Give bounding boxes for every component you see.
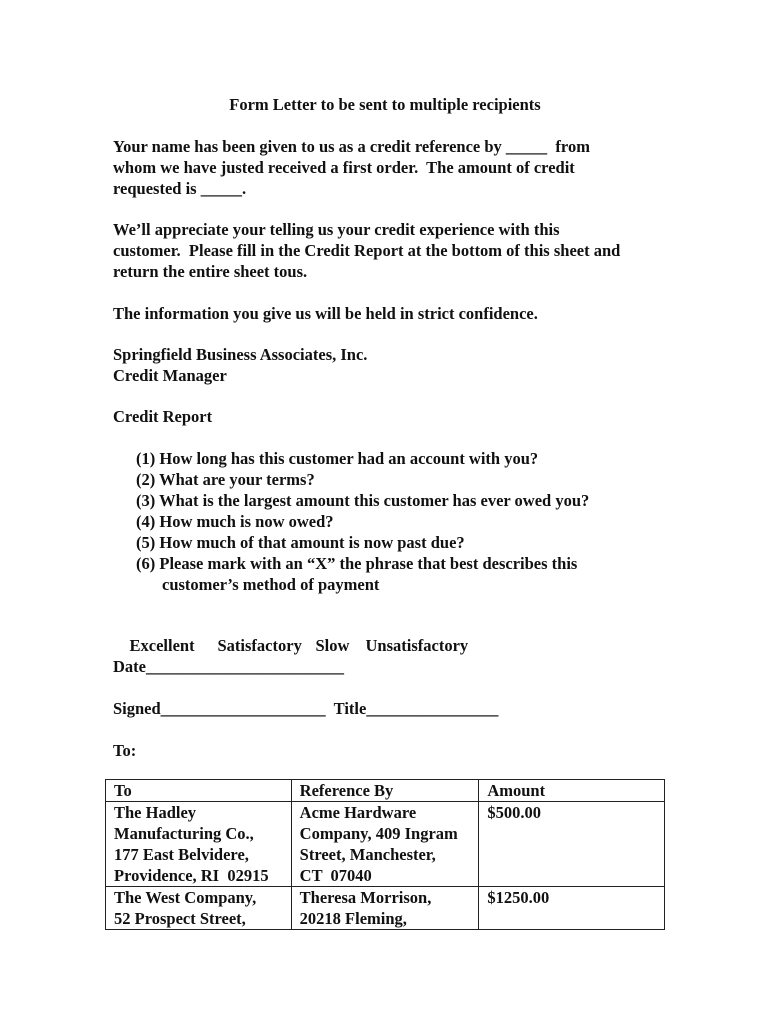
cell-to: The West Company, 52 Prospect Street,: [106, 887, 292, 930]
table-row: [106, 887, 665, 930]
rating-slow[interactable]: Slow: [315, 636, 350, 655]
letter-title: Form Letter to be sent to multiple recipients: [229, 95, 541, 114]
rating-excellent[interactable]: Excellent: [129, 636, 195, 655]
para2-line1: We’ll appreciate your telling us your credit experience with this: [113, 220, 560, 239]
para3: The information you give us will be held in strict confidence.: [113, 304, 538, 323]
rating-satisfactory[interactable]: Satisfactory: [217, 636, 302, 655]
recipients-table: [105, 779, 665, 930]
date-field[interactable]: Date________________________: [113, 657, 344, 676]
cell-amount: $500.00: [479, 802, 665, 887]
para2-line3: return the entire sheet tous.: [113, 262, 308, 281]
header-amount: Amount: [479, 780, 665, 802]
to-label: To:: [113, 741, 137, 760]
para2-line2: customer. Please fill in the Credit Report at the bottom of this sheet and: [113, 241, 621, 260]
cell-to: The Hadley Manufacturing Co., 177 East Belvidere, Providence, RI 02915: [106, 802, 292, 887]
question-1: (1) How long has this customer had an account with you?: [136, 449, 539, 468]
header-reference-by: Reference By: [291, 780, 479, 802]
header-to: To: [106, 780, 292, 802]
signature-company: Springfield Business Associates, Inc.: [113, 345, 368, 364]
question-3: (3) What is the largest amount this customer has ever owed you?: [136, 491, 590, 510]
para1-line3: requested is _____.: [113, 179, 247, 198]
para1-line2: whom we have justed received a first order. The amount of credit: [113, 158, 575, 177]
signed-title-field[interactable]: Signed____________________ Title________________: [113, 699, 499, 718]
credit-report-heading: Credit Report: [113, 407, 213, 426]
table-header-row: [106, 780, 665, 802]
cell-amount: $1250.00: [479, 887, 665, 930]
cell-reference-by: Theresa Morrison, 20218 Fleming,: [291, 887, 479, 930]
para1-line1: Your name has been given to us as a credit reference by _____ from: [113, 137, 590, 156]
question-6: (6) Please mark with an “X” the phrase that best describes this: [136, 554, 578, 573]
question-6-continued: customer’s method of payment: [162, 575, 380, 594]
question-5: (5) How much of that amount is now past due?: [136, 533, 465, 552]
table-row: [106, 802, 665, 887]
signature-title: Credit Manager: [113, 366, 227, 385]
cell-reference-by: Acme Hardware Company, 409 Ingram Street, Manchester, CT 07040: [291, 802, 479, 887]
question-2: (2) What are your terms?: [136, 470, 315, 489]
rating-unsatisfactory[interactable]: Unsatisfactory: [365, 636, 469, 655]
question-4: (4) How much is now owed?: [136, 512, 334, 531]
